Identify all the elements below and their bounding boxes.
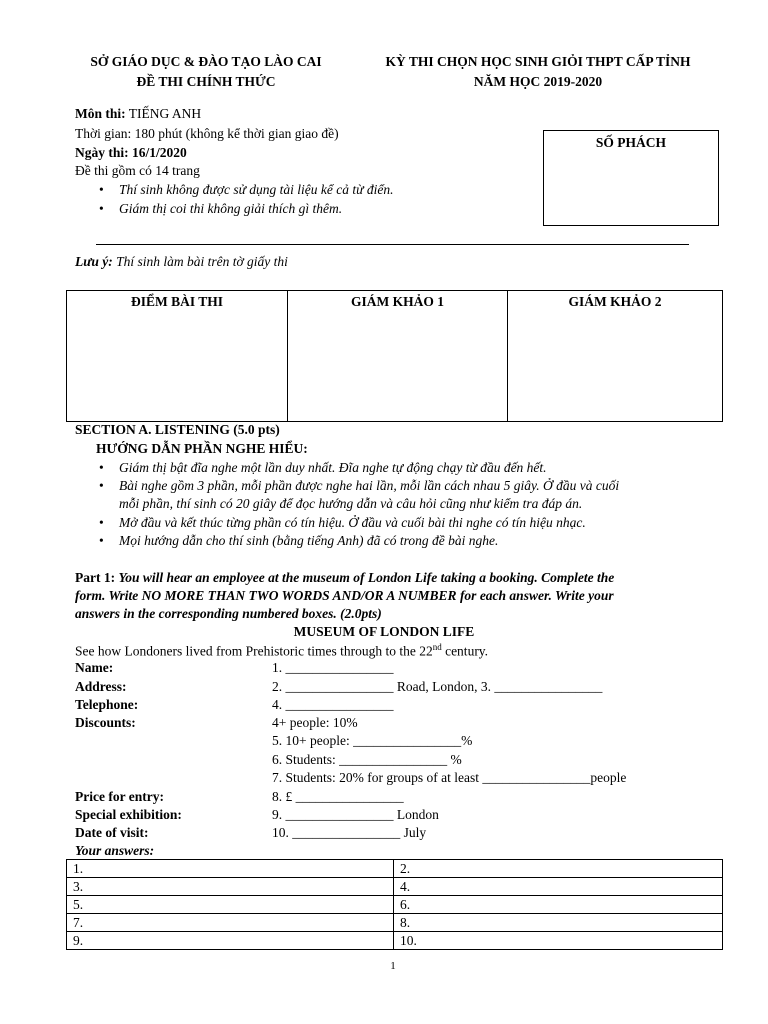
page-number: 1 [390, 960, 396, 972]
header-official-exam: ĐỀ THI CHÍNH THỨC [136, 74, 276, 89]
header-dept-name: SỞ GIÁO DỤC & ĐÀO TẠO LÀO CAI [90, 54, 322, 69]
note-label: Lưu ý: [75, 254, 113, 269]
divider [96, 244, 689, 245]
listening-guide-title: HƯỚNG DẪN PHẦN NGHE HIỂU: [96, 441, 308, 456]
form-label-price: Price for entry: [75, 789, 164, 804]
rule-item: • Giám thị coi thi không giải thích gì thêm. [119, 201, 342, 217]
answer-cell[interactable]: 10. [394, 932, 723, 950]
date-line [75, 145, 187, 161]
form-label-discounts: Discounts: [75, 715, 136, 730]
header-school-year: NĂM HỌC 2019-2020 [473, 74, 603, 89]
subject-line [75, 106, 201, 122]
answers-label: Your answers: [75, 843, 155, 858]
form-intro-text: See how Londoners lived from Prehistoric times through to the 22 [75, 643, 433, 659]
grade-table [66, 290, 723, 422]
form-value-address: 2. ________________ Road, London, 3. ________________ [272, 679, 603, 694]
guide-item: • Bài nghe gồm 3 phần, mỗi phần được nghe hai lần, mỗi lần cách nhau 5 giây. Ở đầu và cuối [119, 478, 619, 494]
answer-table [66, 859, 723, 950]
form-value-discount-7: 7. Students: 20% for groups of at least ________________people [272, 770, 627, 785]
score-cell: ĐIỂM BÀI THI [67, 291, 288, 422]
examiner2-cell: GIÁM KHẢO 2 [508, 291, 723, 422]
answer-cell[interactable]: 3. [67, 878, 394, 896]
so-phach-box [543, 130, 719, 226]
table-row [67, 878, 723, 896]
form-value-name: 1. ________________ [272, 660, 394, 675]
form-title: MUSEUM OF LONDON LIFE [293, 624, 475, 639]
part1-instruction-line2: form. Write NO MORE THAN TWO WORDS AND/OR A NUMBER for each answer. Write your [75, 588, 614, 603]
guide-item: • Mọi hướng dẫn cho thí sinh (bằng tiếng Anh) đã có trong đề bài nghe. [119, 533, 498, 549]
table-row [67, 914, 723, 932]
time-line: Thời gian: 180 phút (không kể thời gian giao đề) [75, 126, 339, 141]
note-line [75, 254, 288, 270]
part1-label: Part 1: [75, 570, 116, 585]
form-value-discount-5: 5. 10+ people: ________________% [272, 733, 473, 748]
table-row [67, 896, 723, 914]
guide-item-continued: mỗi phần, thí sinh có 20 giây để đọc hướng dẫn và câu hỏi cũng như kiểm tra đáp án. [119, 496, 583, 511]
header-dept [72, 52, 340, 92]
form-label-exhibition: Special exhibition: [75, 807, 182, 822]
answer-cell[interactable]: 7. [67, 914, 394, 932]
examiner1-cell: GIÁM KHẢO 1 [288, 291, 508, 422]
note-text: Thí sinh làm bài trên tờ giấy thi [116, 254, 288, 269]
form-value-price: 8. £ ________________ [272, 789, 404, 804]
form-label-address: Address: [75, 679, 127, 694]
subject-value: TIẾNG ANH [128, 106, 202, 121]
guide-item: • Giám thị bật đĩa nghe một lần duy nhất. Đĩa nghe tự động chạy từ đầu đến hết. [119, 460, 547, 476]
form-value-exhibition: 9. ________________ London [272, 807, 439, 822]
answer-cell[interactable]: 6. [394, 896, 723, 914]
answer-cell[interactable]: 4. [394, 878, 723, 896]
so-phach-label: SỐ PHÁCH [595, 135, 667, 150]
form-value-telephone: 4. ________________ [272, 697, 394, 712]
form-value-discount-4: 4+ people: 10% [272, 715, 358, 730]
header-exam-name: KỲ THI CHỌN HỌC SINH GIỎI THPT CẤP TỈNH [385, 54, 691, 69]
guide-item: • Mở đầu và kết thúc từng phần có tín hiệu. Ở đầu và cuối bài thi nghe có tín hiệu nhạc. [119, 515, 586, 531]
part1-instruction-text: You will hear an employee at the museum of London Life taking a booking. Complete the [118, 570, 615, 585]
date-value: 16/1/2020 [132, 145, 187, 160]
form-label-name: Name: [75, 660, 114, 675]
table-row [67, 932, 723, 950]
form-intro-end: century. [441, 643, 489, 659]
answer-cell[interactable]: 2. [394, 860, 723, 878]
form-value-discount-6: 6. Students: ________________ % [272, 752, 462, 767]
form-label-telephone: Telephone: [75, 697, 139, 712]
answer-cell[interactable]: 9. [67, 932, 394, 950]
form-value-date: 10. ________________ July [272, 825, 427, 840]
answer-cell[interactable]: 5. [67, 896, 394, 914]
part1-instruction-line1 [75, 570, 614, 586]
form-label-date: Date of visit: [75, 825, 149, 840]
part1-instruction-line3: answers in the corresponding numbered boxes. (2.0pts) [75, 606, 382, 621]
section-a-title: SECTION A. LISTENING (5.0 pts) [75, 422, 280, 437]
table-row [67, 860, 723, 878]
answer-cell[interactable]: 1. [67, 860, 394, 878]
date-label: Ngày thi: [75, 145, 129, 160]
form-intro-sup: nd [432, 642, 442, 652]
rule-item: • Thí sinh không được sử dụng tài liệu kể cả từ điển. [119, 182, 394, 198]
subject-label: Môn thi: [75, 106, 126, 121]
form-intro [75, 642, 488, 660]
header-exam [356, 52, 720, 92]
pages-line: Đề thi gồm có 14 trang [75, 163, 200, 178]
answer-cell[interactable]: 8. [394, 914, 723, 932]
